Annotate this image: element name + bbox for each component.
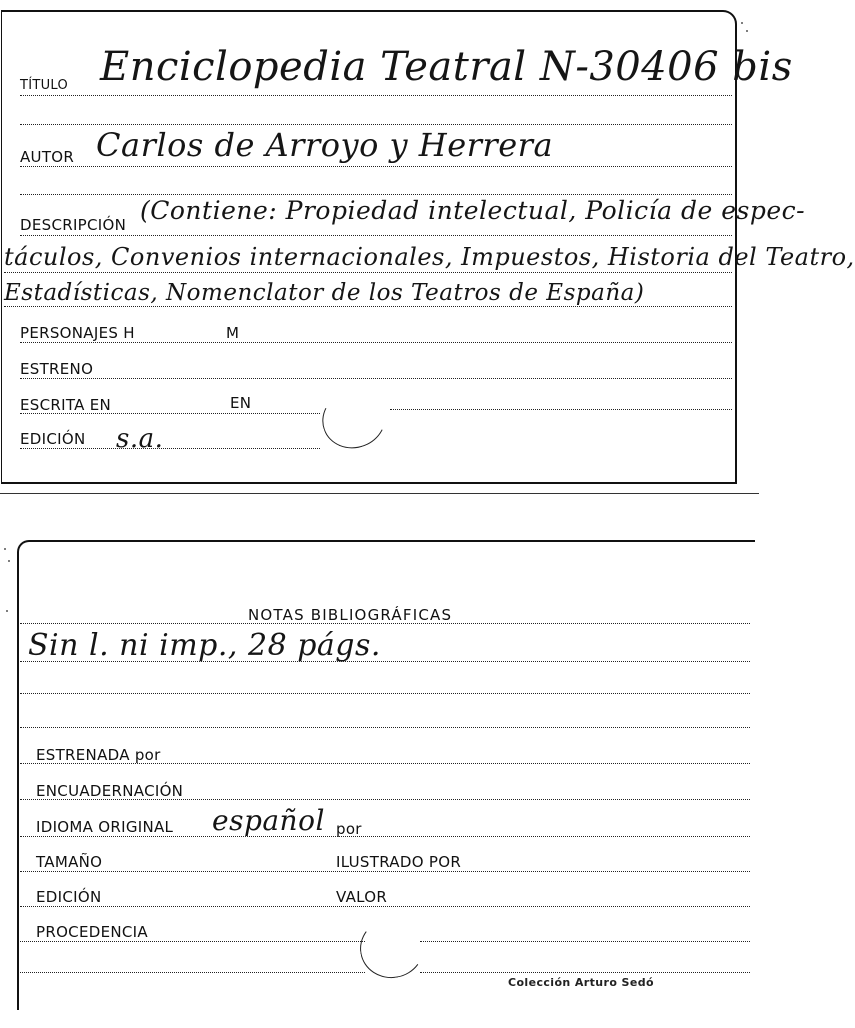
descripcion-line-2-rule [4,272,732,273]
por-label: por [336,820,362,838]
collection-credit: Colección Arturo Sedó [508,976,654,989]
scan-speck [8,560,10,562]
idioma-line [20,836,750,837]
notas-heading: NOTAS BIBLIOGRÁFICAS [248,606,453,624]
estrenada-label: ESTRENADA por [36,746,161,764]
scan-speck [746,30,748,32]
descripcion-line-1: (Contiene: Propiedad intelectual, Policía de espec- [140,196,806,225]
ilustrado-label: ILUSTRADO POR [336,853,462,871]
procedencia-label: PROCEDENCIA [36,923,148,941]
tamano-label: TAMAÑO [36,853,103,871]
edicion-line [20,448,320,449]
notas-rule [20,727,750,728]
descripcion-line-3: Estadísticas, Nomenclator de los Teatros de España) [4,280,645,306]
encuadernacion-line [20,799,750,800]
estreno-line [20,378,732,379]
escrita-en-line-right [390,409,732,410]
notas-rule [20,693,750,694]
rule-line [20,194,732,195]
valor-label: VALOR [336,888,388,906]
en-label: EN [230,394,252,412]
edicion-label: EDICIÓN [20,430,86,448]
estreno-label: ESTRENO [20,360,94,378]
edicion-back-label: EDICIÓN [36,888,102,906]
descripcion-line-3-rule [4,306,732,307]
personajes-line [20,342,732,343]
escrita-en-label: ESCRITA EN [20,396,112,414]
scan-speck [741,22,743,24]
edicion-back-line [20,906,750,907]
estrenada-line [20,763,750,764]
descripcion-line-2: táculos, Convenios internacionales, Impuestos, Historia del Teatro, [4,243,855,271]
descripcion-label: DESCRIPCIÓN [20,216,127,234]
notas-line [20,623,750,624]
scan-speck [6,610,8,612]
procedencia-line-right [420,941,750,942]
rule-line [20,124,732,125]
personajes-m-label: M [226,324,240,342]
procedencia-line [20,941,365,942]
autor-value: Carlos de Arroyo y Herrera [96,126,554,164]
escrita-en-line [20,413,320,414]
descripcion-line [20,235,732,236]
scan-speck [4,548,6,550]
rule-line-right [420,972,750,973]
autor-line [20,166,732,167]
notas-rule [20,661,750,662]
notas-value: Sin l. ni imp., 28 págs. [28,628,381,663]
idioma-value: español [212,804,325,837]
idioma-label: IDIOMA ORIGINAL [36,818,174,836]
edicion-value: s.a. [116,424,164,454]
titulo-label: TÍTULO [20,78,69,93]
scan-separator [0,493,759,494]
titulo-value: Enciclopedia Teatral N-30406 bis [100,44,793,90]
personajes-label: PERSONAJES H [20,324,135,342]
rule-line [20,972,365,973]
titulo-line [20,95,732,96]
tamano-line [20,871,750,872]
autor-label: AUTOR [20,148,75,166]
encuadernacion-label: ENCUADERNACIÓN [36,782,184,800]
